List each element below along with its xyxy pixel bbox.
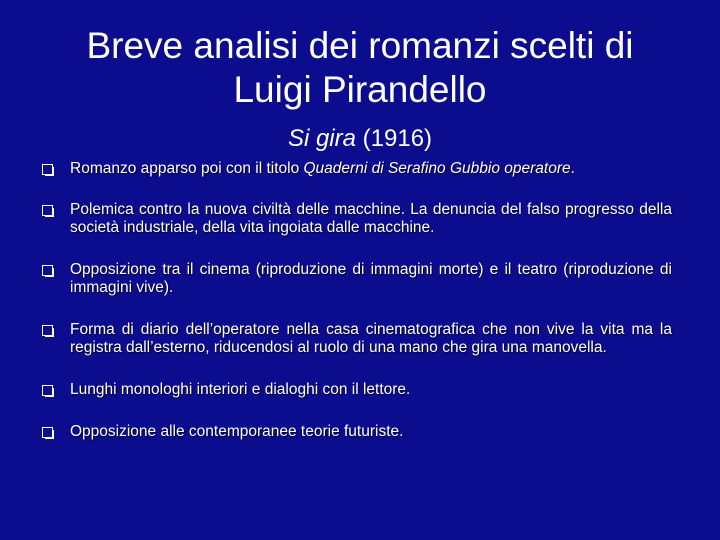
- bullet-text: Opposizione alle contemporanee teorie futuriste.: [70, 423, 404, 440]
- slide-title: [40, 24, 680, 112]
- checkbox-square-icon: [42, 427, 53, 438]
- bullet-text-end: .: [570, 160, 575, 177]
- checkbox-square-icon: [42, 325, 53, 336]
- slide-subtitle: [40, 124, 680, 154]
- bullet-text: Opposizione tra il cinema (riproduzione di immagini morte) e il teatro (riproduzione di immagini vive).: [70, 261, 672, 296]
- bullet-item: [42, 261, 672, 297]
- title-line-1: Breve analisi dei romanzi scelti di: [86, 25, 634, 66]
- checkbox-square-icon: [42, 164, 53, 175]
- checkbox-square-icon: [42, 265, 53, 276]
- title-line-2: Luigi Pirandello: [233, 69, 487, 110]
- bullet-item: [42, 160, 672, 178]
- bullet-text: Romanzo apparso poi con il titolo: [70, 160, 304, 177]
- bullet-item: [42, 321, 672, 357]
- bullet-list: [42, 160, 672, 441]
- checkbox-square-icon: [42, 205, 53, 216]
- work-title: Si gira: [287, 125, 356, 152]
- checkbox-square-icon: [42, 385, 53, 396]
- bullet-italic-title: Quaderni di Serafino Gubbio operatore: [303, 160, 571, 177]
- bullet-item: [42, 201, 672, 237]
- bullet-text: Forma di diario dell’operatore nella casa cinematografica che non vive la vita ma la registra dall’esterno, riducendosi al ruolo di una mano che gira una manovella.: [70, 321, 672, 356]
- bullet-item: [42, 381, 672, 399]
- work-year: (1916): [362, 125, 433, 152]
- bullet-text: Lunghi monologhi interiori e dialoghi con il lettore.: [70, 381, 411, 398]
- bullet-text: Polemica contro la nuova civiltà delle macchine. La denuncia del falso progresso della società industriale, della vita ingoiata dalle macchine.: [70, 201, 672, 236]
- bullet-item: [42, 423, 672, 441]
